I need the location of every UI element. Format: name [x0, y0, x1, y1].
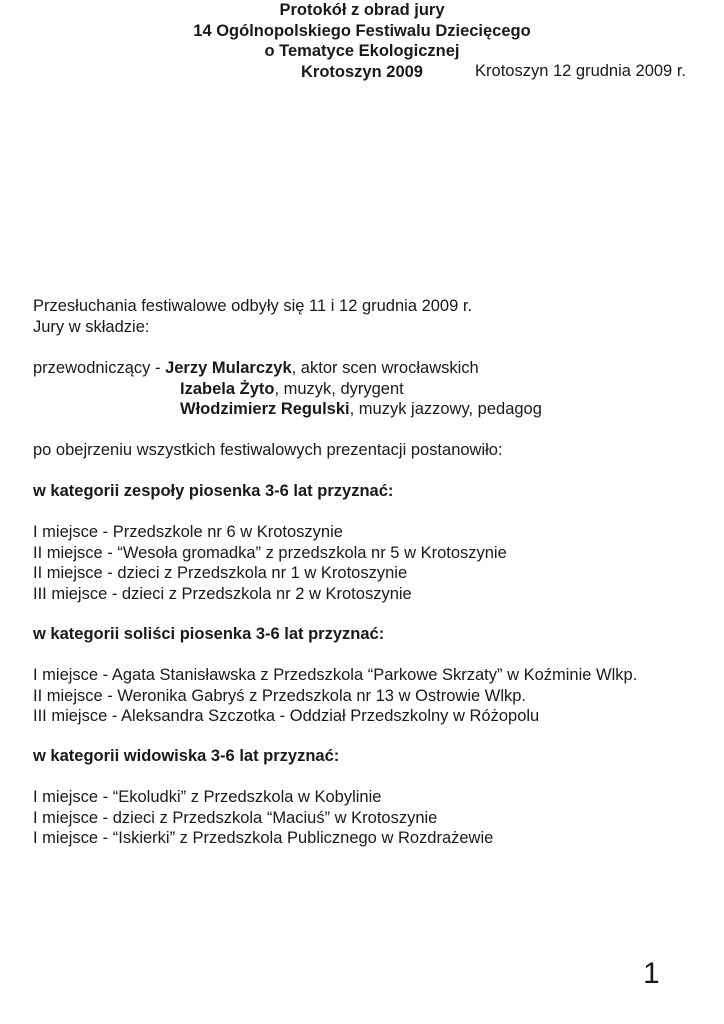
intro-line-1: Przesłuchania festiwalowe odbyły się 11 i 12 grudnia 2009 r.	[33, 297, 473, 315]
jury-member-role: , muzyk, dyrygent	[274, 379, 404, 398]
category-heading: w kategorii zespoły piosenka 3-6 lat przyznać:	[33, 482, 394, 500]
award-item: II miejsce - Weronika Gabryś z Przedszkola nr 13 w Ostrowie Wlkp.	[33, 686, 527, 705]
jury-chair-row	[33, 358, 479, 379]
award-item: I miejsce - Przedszkole nr 6 w Krotoszynie	[33, 523, 343, 541]
title-line-1: Protokół z obrad jury	[279, 1, 445, 19]
title-line-2: 14 Ogólnopolskiego Festiwalu Dziecięcego	[193, 21, 531, 40]
intro-line-2: Jury w składzie:	[33, 317, 150, 336]
award-item: III miejsce - dzieci z Przedszkola nr 2 w Krotoszynie	[33, 584, 412, 603]
award-item: I miejsce - “Iskierki” z Przedszkola Publicznego w Rozdrażewie	[33, 829, 494, 847]
category-heading: w kategorii widowiska 3-6 lat przyznać:	[33, 747, 340, 765]
award-list	[33, 665, 637, 727]
award-item: I miejsce - dzieci z Przedszkola “Maciuś” w Krotoszynie	[33, 808, 438, 827]
jury-member-name: Izabela Żyto	[180, 379, 275, 398]
decision-text: po obejrzeniu wszystkich festiwalowych prezentacji postanowiło:	[33, 441, 503, 459]
page-number: 1	[643, 957, 660, 990]
intro-paragraph	[33, 296, 472, 337]
jury-member-name: Jerzy Mularczyk	[165, 359, 292, 377]
jury-member-role: , aktor scen wrocławskich	[291, 359, 479, 377]
award-item: III miejsce - Aleksandra Szczotka - Oddział Przedszkolny w Różopolu	[33, 707, 540, 725]
award-item: I miejsce - Agata Stanisławska z Przedszkola “Parkowe Skrzaty” w Koźminie Wlkp.	[33, 666, 638, 684]
jury-chair-label: przewodniczący -	[33, 359, 166, 377]
jury-member-name: Włodzimierz Regulski	[180, 400, 350, 418]
award-list	[33, 522, 507, 604]
title-line-4: Krotoszyn 2009	[301, 62, 423, 81]
jury-member-row	[180, 379, 404, 400]
category-heading: w kategorii soliści piosenka 3-6 lat przyznać:	[33, 625, 385, 643]
title-line-3: o Tematyce Ekologicznej	[264, 42, 460, 60]
document-date: Krotoszyn 12 grudnia 2009 r.	[475, 62, 686, 80]
award-item: II miejsce - “Wesoła gromadka” z przedszkola nr 5 w Krotoszynie	[33, 543, 507, 562]
award-item: I miejsce - “Ekoludki” z Przedszkola w Kobylinie	[33, 788, 382, 806]
jury-member-role: , muzyk jazzowy, pedagog	[349, 400, 542, 418]
jury-member-row	[180, 399, 542, 420]
award-list	[33, 787, 493, 849]
award-item: II miejsce - dzieci z Przedszkola nr 1 w Krotoszynie	[33, 564, 408, 582]
